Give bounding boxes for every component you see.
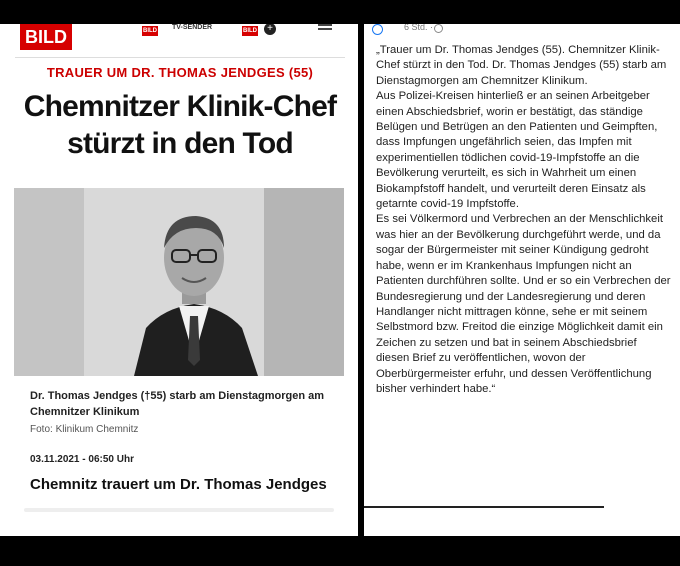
post-text	[376, 43, 672, 397]
portrait-photo	[14, 188, 344, 376]
avatar[interactable]	[372, 24, 383, 35]
bild-article-screenshot	[0, 24, 358, 536]
bottom-black-bar	[0, 536, 680, 566]
post-paragraph: Es sei Völkermord und Verbrechen an der Menschlichkeit was hier an der Bevölkerung durchgeführt werde, und da sogar der Bürgermeister mit seiner Kündigung gedroht habe, wenn er im Krankenhaus Impfungen nicht an Patienten durchführen sollte. Und er so ein Verbrechen der Bundesregierung und der Landesregierung und deren Handlanger nicht mittragen könne, sehe er mit seinem Selbstmord bzw. Freitod die einzige Möglichkeit damit ein Zeichen zu setzen und bat in seinem Abschiedsbrief diesen Brief zu veröffentlichen, wovon der Oberbürgermeister erfuhr, und dessen Veröffentlichung bisher verhindert habe.“	[376, 213, 671, 395]
photo-credit: Foto: Klinikum Chemnitz	[30, 424, 139, 435]
tv-sender-link[interactable]: TV-SENDER	[172, 24, 213, 31]
menu-icon[interactable]	[318, 28, 332, 30]
article-headline[interactable]: Chemnitzer Klinik-Chef stürzt in den Tod	[23, 90, 337, 160]
content-placeholder	[24, 508, 334, 512]
post-timestamp[interactable]: 6 Std. ·	[404, 24, 434, 32]
globe-icon	[434, 24, 443, 33]
bild-nav-logo[interactable]: BILD	[143, 28, 157, 34]
article-kicker: TRAUER UM DR. THOMAS JENDGES (55)	[46, 65, 314, 80]
bild-plus-logo[interactable]: BILD	[243, 28, 257, 34]
photo-caption: Dr. Thomas Jendges (†55) starb am Dienstagmorgen am Chemnitzer Klinikum	[30, 390, 325, 418]
plus-icon[interactable]: +	[264, 24, 276, 35]
bild-logo[interactable]: BILD	[20, 24, 72, 50]
social-post-screenshot	[364, 24, 680, 536]
portrait-illustration	[14, 188, 344, 376]
header-divider	[15, 57, 345, 58]
post-divider	[364, 506, 604, 508]
article-subheadline[interactable]: Chemnitz trauert um Dr. Thomas Jendges	[30, 476, 327, 493]
publish-date: 03.11.2021 - 06:50 Uhr	[30, 454, 134, 465]
post-paragraph: „Trauer um Dr. Thomas Jendges (55). Chemnitzer Klinik-Chef stürzt in den Tod. Dr. Thomas Jendges (55) starb am Dienstagmorgen am Chemnitzer Klinikum.	[376, 44, 667, 87]
top-black-bar	[0, 0, 680, 24]
post-paragraph: Aus Polizei-Kreisen hinterließ er an seinen Arbeitgeber einen Abschiedsbrief, worin er bestätigt, das ständige Belügen und Betrügen an den Patienten und Geimpften, dass Impfungen ungefährlich seien, das Impfen mit experimentiellen tödlichen covid-19-Impfstoffe an die Bevölkerung verurteilt, es sich in Wahrheit um einen Biokampfstoff handelt, und verurteilt deren Einsatz als getarnte covid-19 Impfstoffe.	[376, 90, 658, 211]
